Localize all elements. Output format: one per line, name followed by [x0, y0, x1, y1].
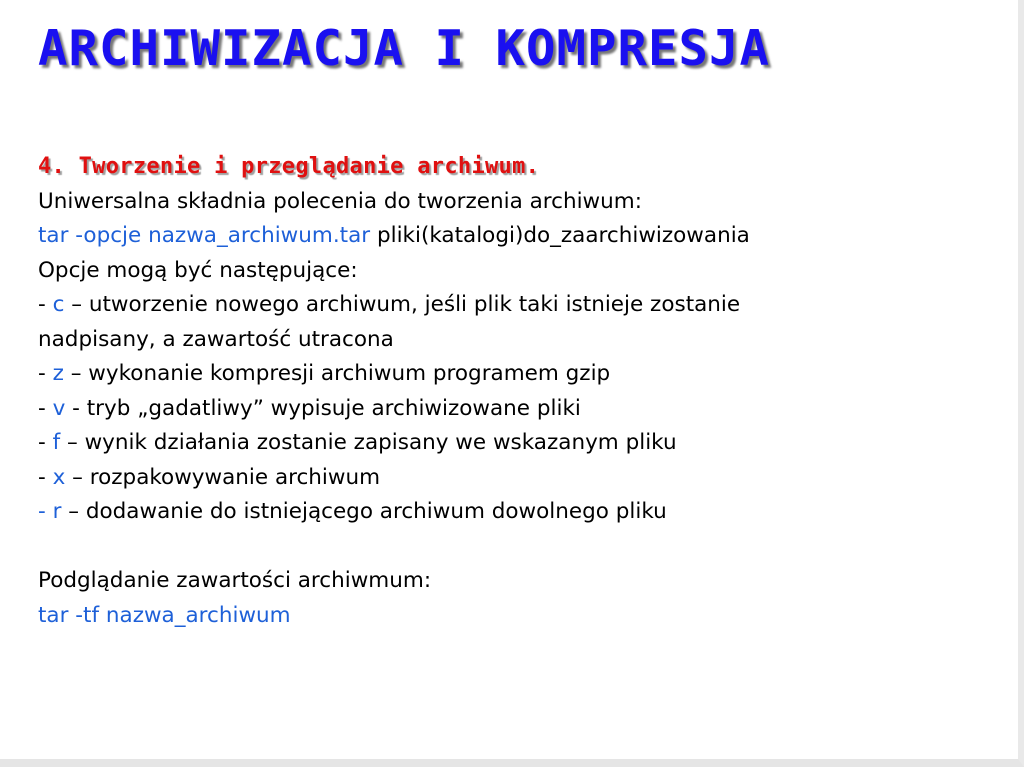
option-flag: r — [52, 499, 62, 524]
preview-command-archive: nazwa_archiwum — [105, 602, 291, 628]
option-item-f — [38, 426, 998, 461]
command-syntax — [38, 219, 998, 254]
option-flag: x — [52, 464, 66, 490]
option-dash: - — [38, 361, 53, 386]
option-item-z — [38, 357, 998, 392]
option-desc: – dodawanie do istniejącego archiwum dowolnego pliku — [61, 499, 667, 524]
option-dash: - — [38, 464, 53, 490]
preview-command-tar: tar -tf — [38, 602, 100, 628]
option-dash: - — [38, 430, 53, 455]
option-desc: – utworzenie nowego archiwum, jeśli plik taki istnieje zostanie — [64, 292, 741, 317]
option-item-x — [38, 461, 998, 496]
command-tar-options: tar -opcje — [38, 223, 142, 248]
section-heading: 4. Tworzenie i przeglądanie archiwum. — [38, 154, 540, 179]
option-flag: f — [52, 430, 61, 455]
option-item-c-continued: nadpisany, a zawartość utracona — [38, 326, 394, 352]
command-files: pliki(katalogi)do_zaarchiwizowania — [370, 223, 750, 248]
option-flag: z — [52, 361, 64, 386]
option-flag: c — [52, 292, 65, 317]
preview-command — [38, 599, 998, 634]
option-dash: - — [38, 292, 53, 317]
option-desc: – wynik działania zostanie zapisany we wskazanym pliku — [60, 430, 677, 455]
slide-title: ARCHIWIZACJA I KOMPRESJA — [38, 20, 771, 77]
option-dash: - — [38, 395, 53, 421]
command-archive-name: nazwa_archiwum.tar — [148, 223, 371, 248]
slide-body — [38, 150, 998, 633]
blank-line — [38, 530, 998, 565]
option-flag: v — [52, 395, 66, 421]
option-desc: – rozpakowywanie archiwum — [65, 464, 381, 490]
option-item-c — [38, 288, 998, 323]
options-intro: Opcje mogą być następujące: — [38, 257, 358, 283]
option-item-r — [38, 495, 998, 530]
option-desc: – wykonanie kompresji archiwum programem gzip — [63, 361, 611, 386]
option-item-v — [38, 392, 998, 427]
option-desc: - tryb „gadatliwy” wypisuje archiwizowane pliki — [65, 395, 581, 421]
option-dash: - — [38, 499, 53, 524]
preview-intro: Podglądanie zawartości archiwmum: — [38, 568, 432, 593]
syntax-intro: Uniwersalna składnia polecenia do tworzenia archiwum: — [38, 188, 642, 214]
